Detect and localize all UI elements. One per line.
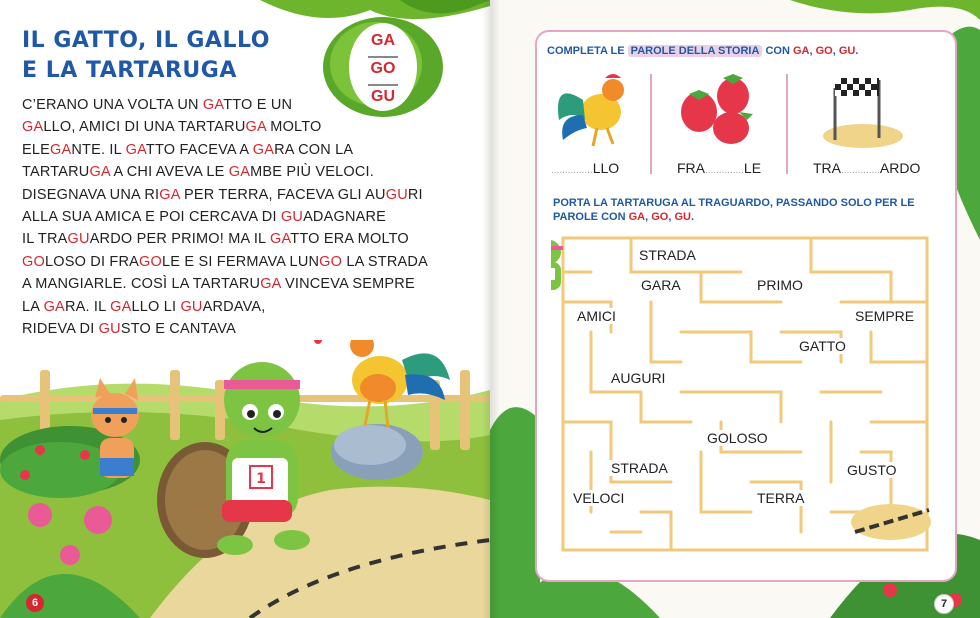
- syllable-go: GO: [815, 45, 833, 57]
- blank-dots: ..............: [705, 165, 744, 176]
- maze-word-gatto[interactable]: GATTO: [799, 338, 846, 354]
- highlighted-syllable: GU: [98, 321, 121, 338]
- story-text-segment: LOSO DI FRA: [44, 253, 140, 270]
- page-number-left: 6: [26, 594, 44, 612]
- story-text-segment: RA CON LA: [274, 141, 354, 158]
- bib-number: 1: [256, 471, 266, 487]
- separator: ,: [809, 45, 816, 57]
- story-text-segment: ARDAVA,: [202, 298, 266, 315]
- highlighted-syllable: GA: [252, 141, 275, 158]
- syllable-go: GO: [370, 60, 396, 77]
- story-text-segment: VINCEVA SEMPRE: [280, 276, 415, 293]
- story-line: [22, 296, 452, 318]
- instruction-maze: [553, 196, 933, 224]
- story-text-segment: ELE: [22, 141, 51, 158]
- blank-dots: ...............: [551, 165, 593, 176]
- highlighted-syllable: GA: [245, 119, 267, 136]
- story-line: [22, 139, 452, 161]
- story-line: [22, 318, 452, 340]
- word-part: FRA: [677, 160, 705, 176]
- word-part: LLO: [592, 160, 620, 176]
- story-text-segment: RI: [407, 186, 423, 203]
- story-title-line1: IL GATTO, IL GALLO: [22, 28, 270, 53]
- right-page: [490, 0, 980, 618]
- highlighted-text: PAROLE DELLA STORIA: [628, 45, 763, 57]
- story-text-segment: C’ERANO UNA VOLTA UN: [22, 97, 203, 113]
- maze-word-sempre[interactable]: SEMPRE: [855, 308, 915, 324]
- story-text-segment: ALLA SUA AMICA E POI CERCAVA DI: [22, 209, 281, 226]
- instruction-text: CON: [762, 45, 793, 57]
- fill-word-gallo: [551, 160, 619, 176]
- story-text-segment: TTO E UN: [223, 97, 293, 113]
- instruction-complete: [547, 44, 858, 58]
- fill-word-traguardo: [813, 160, 920, 176]
- turtle-start-icon: [551, 240, 563, 290]
- story-text-segment: LE E SI FERMAVA LUN: [162, 253, 320, 270]
- word-part: TRA: [813, 160, 841, 176]
- story-line: [22, 228, 452, 250]
- exercise-panel: [535, 30, 957, 582]
- period: .: [855, 45, 859, 57]
- story-text-segment: LA: [22, 298, 44, 315]
- story-text-segment: PER TERRA, FACEVA GLI AU: [179, 186, 386, 203]
- story-text-segment: TARTARU: [22, 164, 90, 181]
- syllable-gu: GU: [674, 211, 691, 223]
- story-text-segment: DISEGNAVA UNA RI: [22, 186, 160, 203]
- maze-word-strada-2[interactable]: STRADA: [611, 460, 668, 476]
- story-text-segment: LA STRADA: [342, 253, 428, 270]
- page-number-right: 7: [934, 594, 954, 614]
- highlighted-syllable: GA: [110, 298, 132, 315]
- story-line: [22, 273, 452, 295]
- story-text-segment: RIDEVA DI: [22, 321, 99, 338]
- maze-word-primo[interactable]: PRIMO: [757, 277, 803, 293]
- highlighted-syllable: GU: [385, 186, 408, 203]
- story-line: [22, 116, 452, 138]
- maze-word-gara[interactable]: GARA: [641, 277, 681, 293]
- separator: ,: [832, 45, 839, 57]
- highlighted-syllable: GA: [260, 276, 281, 293]
- highlighted-syllable: GU: [67, 231, 90, 248]
- maze-word-terra[interactable]: TERRA: [757, 490, 805, 506]
- highlighted-syllable: GU: [180, 298, 203, 315]
- story-text-segment: STO E CANTAVA: [120, 321, 236, 338]
- highlighted-syllable: GA: [43, 298, 65, 315]
- blank-dots: ..............: [841, 165, 880, 176]
- book-gutter: [482, 0, 500, 618]
- syllable-divider: [368, 56, 398, 58]
- syllable-go: GO: [651, 211, 669, 223]
- story-illustration: [0, 340, 490, 618]
- story-title-line2: E LA TARTARUGA: [22, 58, 237, 83]
- highlighted-syllable: GA: [125, 141, 146, 158]
- story-line: [22, 161, 452, 183]
- highlighted-syllable: GA: [202, 97, 224, 113]
- story-text-segment: TTO FACEVA A: [145, 141, 253, 158]
- maze-word-goloso[interactable]: GOLOSO: [707, 430, 768, 446]
- story-line: [22, 251, 452, 273]
- instruction-text: PAROLE CON: [553, 211, 629, 223]
- highlighted-syllable: GU: [280, 209, 304, 226]
- maze-word-auguri[interactable]: AUGURI: [611, 370, 666, 386]
- highlighted-syllable: GA: [50, 141, 72, 158]
- maze-word-amici[interactable]: AMICI: [577, 308, 616, 324]
- maze-word-strada[interactable]: STRADA: [639, 247, 696, 263]
- highlighted-syllable: GA: [22, 119, 44, 136]
- instruction-text: PORTA LA TARTARUGA AL TRAGUARDO, PASSANDO SOLO PER LE: [553, 197, 915, 209]
- word-part: ARDO: [879, 160, 921, 176]
- story-text-segment: ARDO PER PRIMO! MA IL: [89, 231, 270, 248]
- story-title: [22, 26, 270, 86]
- story-text-segment: ADAGNARE: [303, 209, 387, 226]
- story-text-segment: LLO LI: [131, 298, 181, 315]
- maze-word-veloci[interactable]: VELOCI: [573, 490, 625, 506]
- story-text-segment: A MANGIARLE. COSÌ LA TARTARU: [22, 276, 261, 293]
- story-text-segment: IL TRA: [22, 231, 68, 248]
- syllable-ga: GA: [371, 32, 395, 49]
- syllable-gu: GU: [371, 88, 395, 105]
- syllable-ga: GA: [628, 211, 646, 223]
- maze-word-gusto[interactable]: GUSTO: [847, 462, 897, 478]
- syllable-divider: [368, 84, 398, 86]
- story-line: [22, 206, 452, 228]
- highlighted-syllable: GA: [159, 186, 180, 203]
- highlighted-syllable: GO: [139, 253, 162, 270]
- story-text-segment: MOLTO: [266, 119, 322, 136]
- story-text: [22, 94, 452, 363]
- maze[interactable]: [551, 232, 941, 562]
- fill-word-fragole: [677, 160, 761, 176]
- story-text-segment: NTE. IL: [71, 141, 126, 158]
- strawberries-picture-icon: [677, 72, 757, 148]
- story-line: [22, 184, 452, 206]
- highlighted-syllable: GA: [270, 231, 291, 248]
- syllable-ga: GA: [792, 45, 810, 57]
- picture-divider: [650, 74, 652, 174]
- highlighted-syllable: GO: [319, 253, 343, 270]
- story-text-segment: LLO, AMICI DI UNA TARTARU: [43, 119, 246, 136]
- story-text-segment: MBE PIÙ VELOCI.: [250, 164, 374, 181]
- syllable-gu: GU: [838, 45, 856, 57]
- story-text-segment: TTO ERA MOLTO: [290, 231, 409, 248]
- highlighted-syllable: GA: [89, 164, 111, 181]
- instruction-text: COMPLETA LE: [547, 45, 628, 57]
- story-text-segment: A CHI AVEVA LE: [110, 164, 229, 181]
- picture-divider: [786, 74, 788, 174]
- story-line: [22, 94, 452, 116]
- finish-line-picture-icon: [819, 72, 905, 152]
- separator: ,: [645, 211, 652, 223]
- period: .: [690, 211, 695, 223]
- rooster-picture-icon: [553, 70, 639, 150]
- highlighted-syllable: GO: [22, 253, 45, 270]
- separator: ,: [668, 211, 675, 223]
- word-part: LE: [743, 160, 762, 176]
- story-text-segment: RA. IL: [64, 298, 111, 315]
- highlighted-syllable: GA: [228, 164, 251, 181]
